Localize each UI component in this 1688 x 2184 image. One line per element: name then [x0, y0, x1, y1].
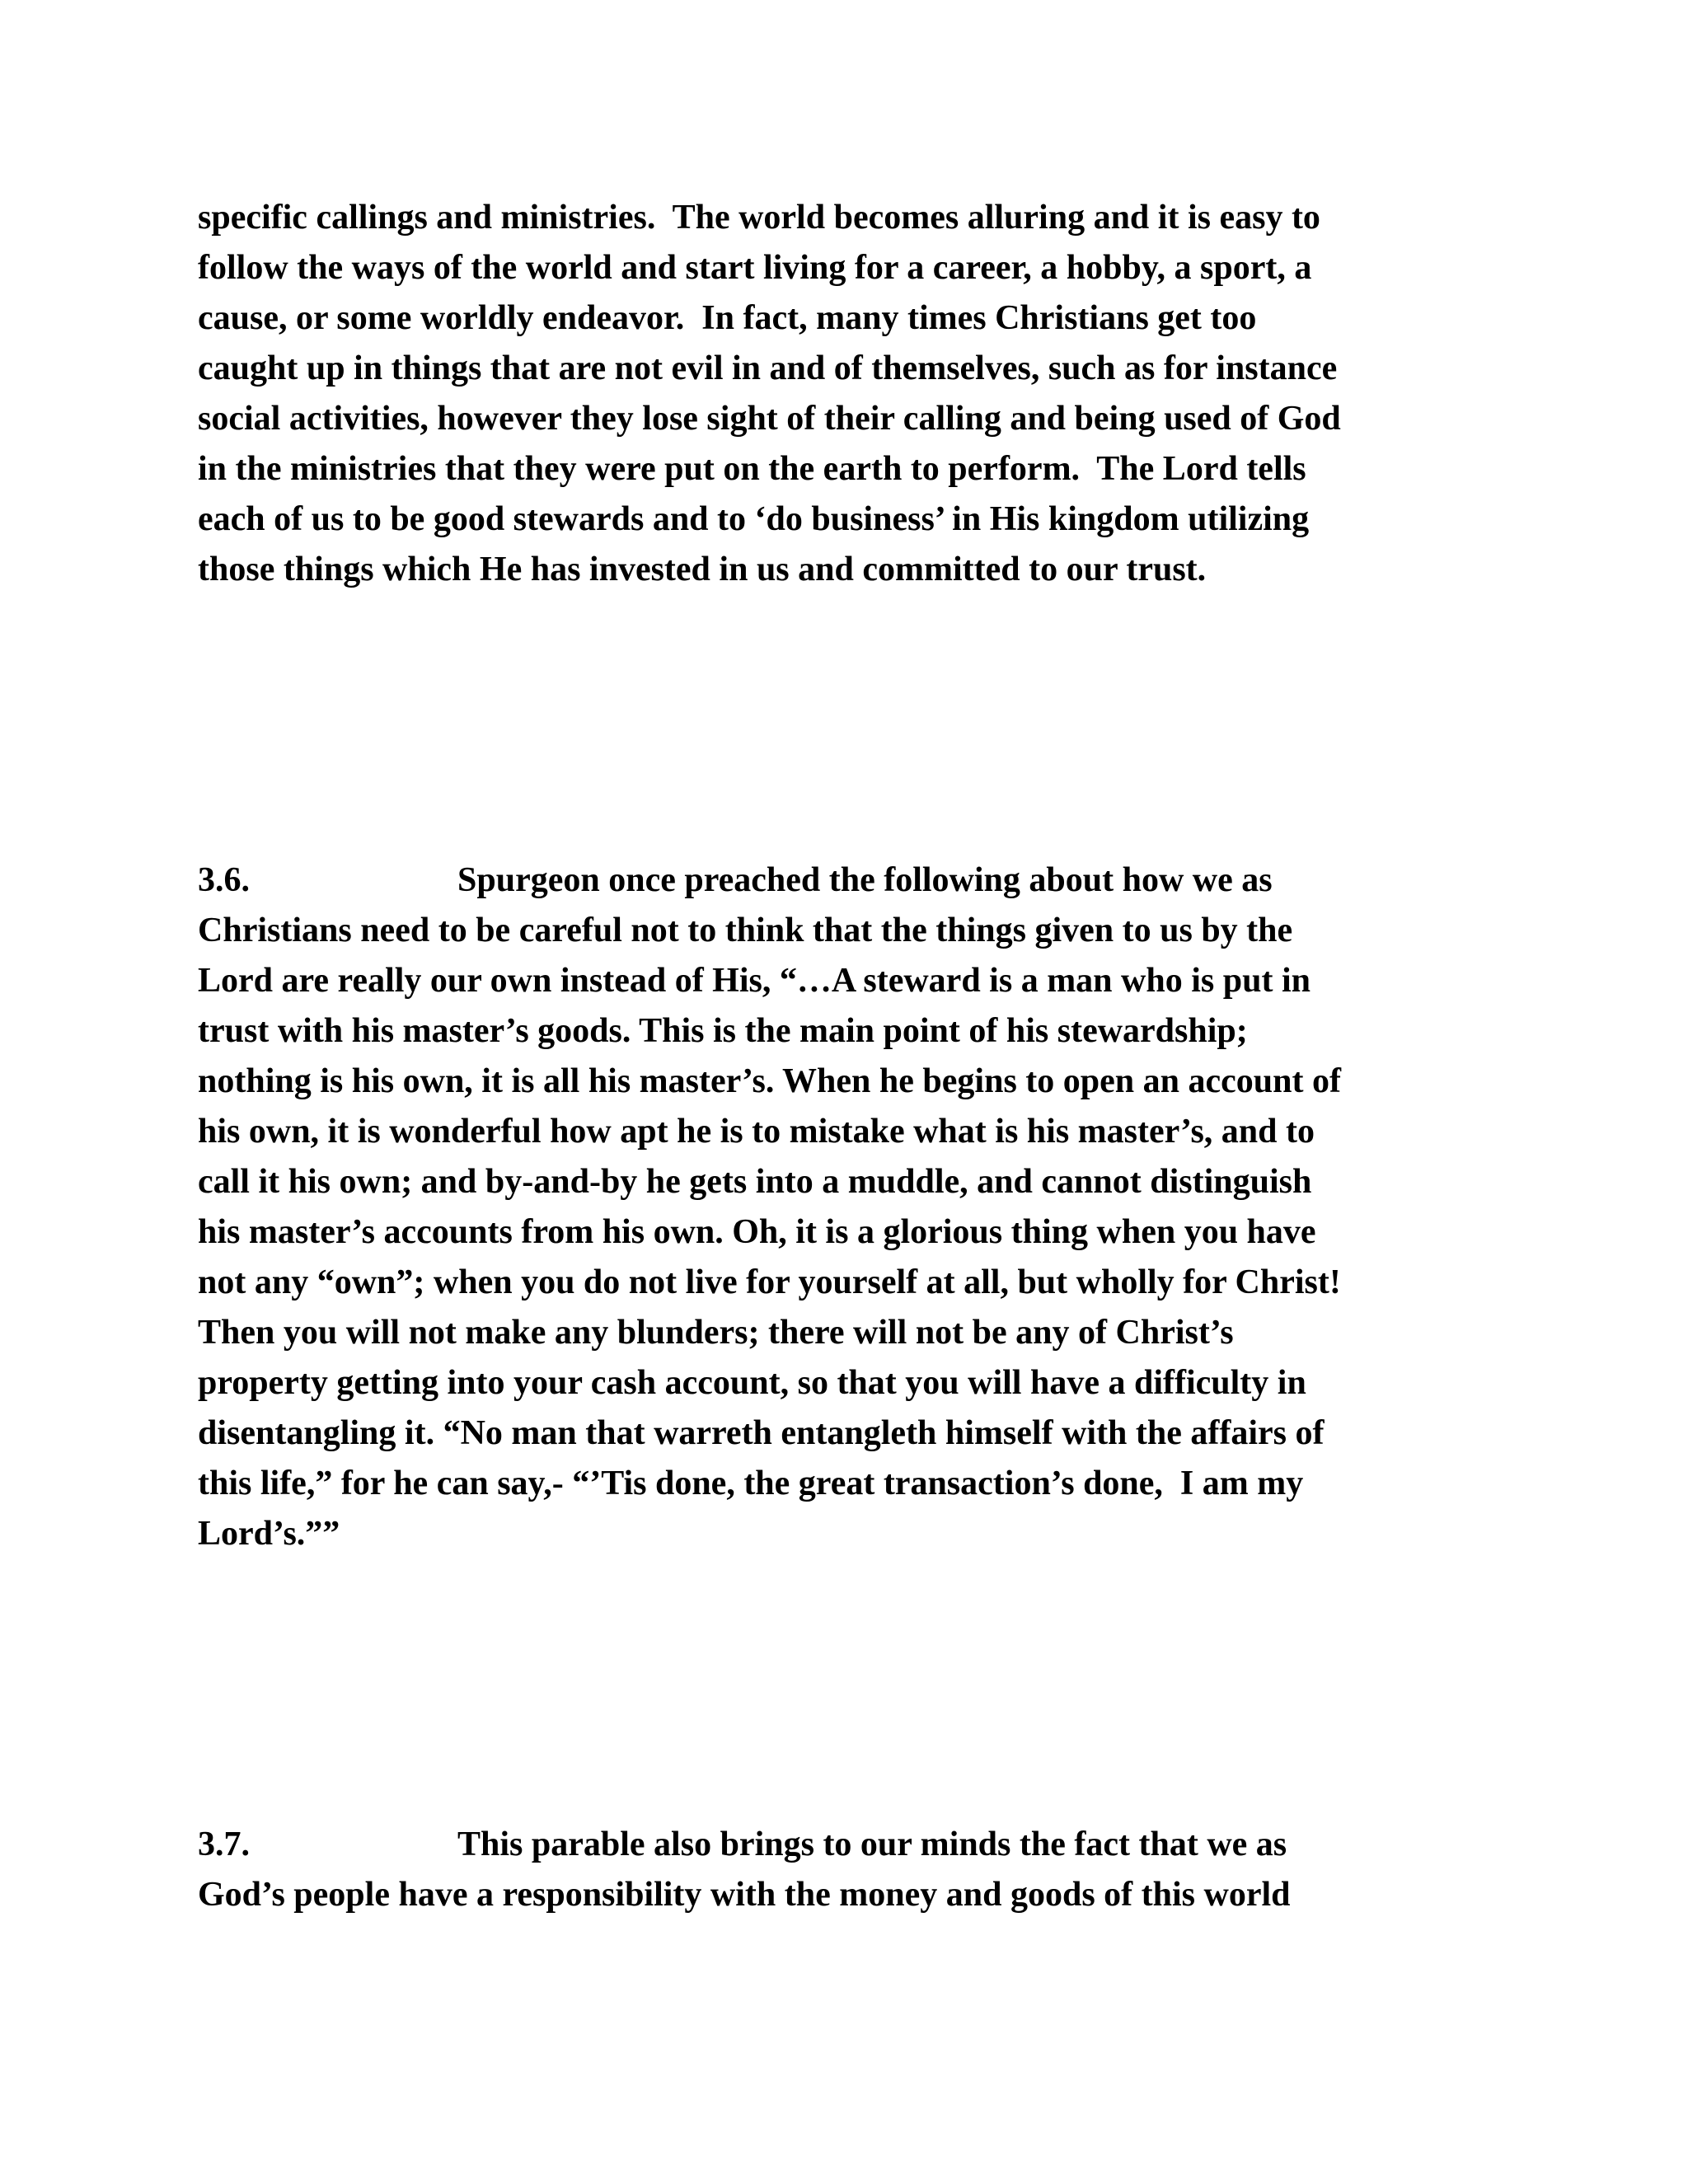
text-line: not any “own”; when you do not live for yourself at all, but wholly for Christ! — [198, 1263, 1341, 1301]
text-line: Then you will not make any blunders; there will not be any of Christ’s — [198, 1314, 1234, 1352]
text-line: each of us to be good stewards and to ‘do business’ in His kingdom utilizing — [198, 500, 1310, 538]
text-line: call it his own; and by-and-by he gets into a muddle, and cannot distinguish — [198, 1163, 1312, 1201]
text-line: God’s people have a responsibility with the money and goods of this world — [198, 1876, 1291, 1914]
text-line: Lord’s.”” — [198, 1515, 340, 1553]
section-number: 3.7. — [198, 1825, 250, 1863]
text-line: disentangling it. “No man that warreth entangleth himself with the affairs of — [198, 1414, 1325, 1452]
text-segment: This parable also brings to our minds the fact that we as — [457, 1825, 1287, 1863]
text-line: specific callings and ministries. The world becomes alluring and it is easy to — [198, 199, 1320, 237]
numbered-first-line — [198, 1820, 1541, 1870]
text-line: Lord are really our own instead of His, “…A steward is a man who is put in — [198, 962, 1311, 1000]
text-line: nothing is his own, it is all his master’s. When he begins to open an account of — [198, 1062, 1341, 1100]
text-line: those things which He has invested in us and committed to our trust. — [198, 551, 1207, 588]
text-line: in the ministries that they were put on the earth to perform. The Lord tells — [198, 450, 1306, 488]
text-line: cause, or some worldly endeavor. In fact, many times Christians get too — [198, 299, 1257, 337]
paragraph-3-7 — [198, 1820, 1541, 1920]
text-line: this life,” for he can say,- “’Tis done, the great transaction’s done, I am my — [198, 1465, 1304, 1502]
text-line: social activities, however they lose sight of their calling and being used of God — [198, 400, 1341, 438]
text-line: property getting into your cash account, so that you will have a difficulty in — [198, 1364, 1306, 1402]
numbered-first-line — [198, 855, 1541, 906]
text-line: Christians need to be careful not to think that the things given to us by the — [198, 912, 1293, 949]
text-line: caught up in things that are not evil in and of themselves, such as for instance — [198, 349, 1338, 387]
text-line: follow the ways of the world and start living for a career, a hobby, a sport, a — [198, 249, 1312, 287]
text-line: his own, it is wonderful how apt he is to mistake what is his master’s, and to — [198, 1113, 1315, 1151]
text-segment: Spurgeon once preached the following about how we as — [457, 861, 1273, 899]
section-number: 3.6. — [198, 861, 250, 899]
paragraph-continuation — [198, 193, 1541, 595]
text-line: trust with his master’s goods. This is the main point of his stewardship; — [198, 1012, 1248, 1050]
paragraph-3-6 — [198, 855, 1541, 1559]
text-line: his master’s accounts from his own. Oh, it is a glorious thing when you have — [198, 1213, 1316, 1251]
